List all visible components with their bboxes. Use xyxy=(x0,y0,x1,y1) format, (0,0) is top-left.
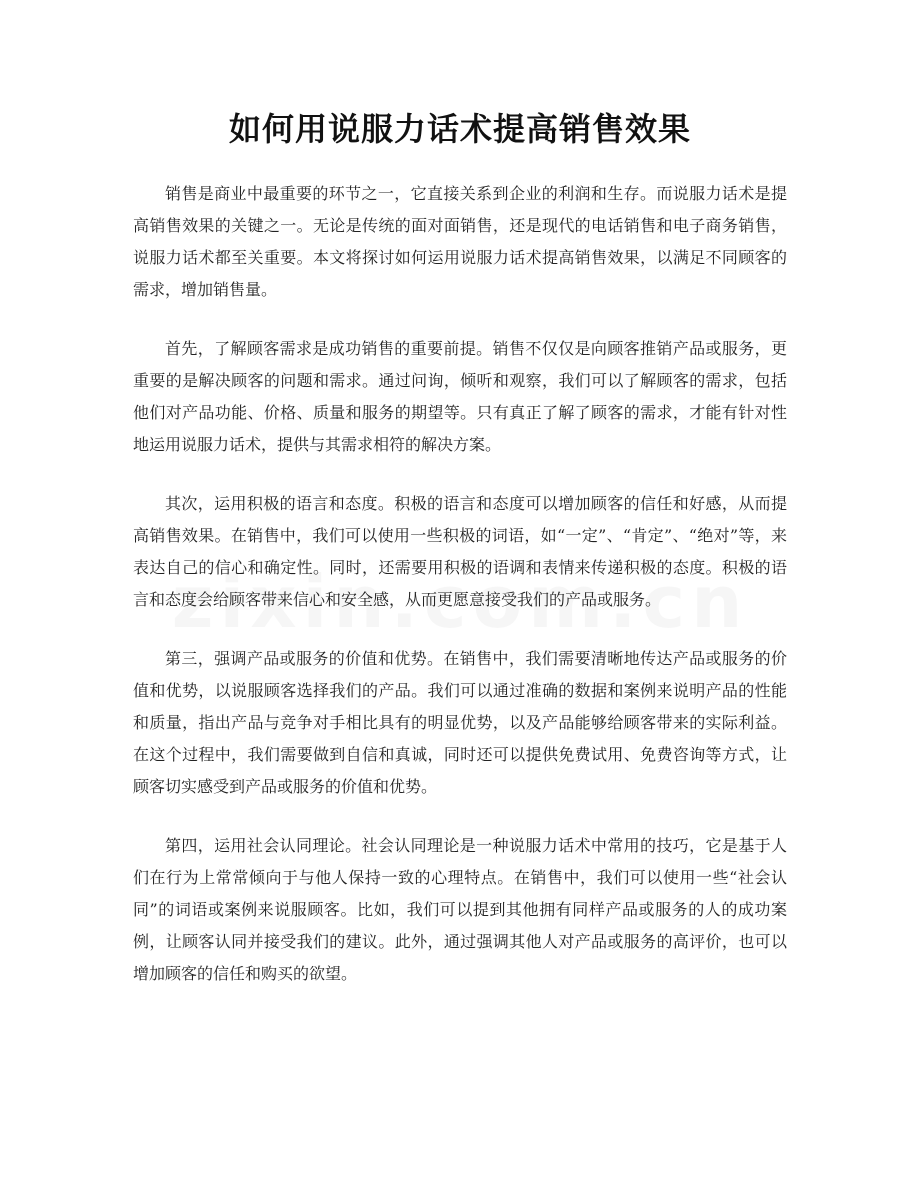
paragraph-intro: 销售是商业中最重要的环节之一，它直接关系到企业的利润和生存。而说服力话术是提高销售效果的关键之一。无论是传统的面对面销售，还是现代的电话销售和电子商务销售，说服力话术都至关重要。本文将探讨如何运用说服力话术提高销售效果，以满足不同顾客的需求，增加销售量。 xyxy=(133,184,787,299)
document-body xyxy=(133,178,787,1017)
paragraph-first: 首先，了解顾客需求是成功销售的重要前提。销售不仅仅是向顾客推销产品或服务，更重要的是解决顾客的问题和需求。通过问询，倾听和观察，我们可以了解顾客的需求，包括他们对产品功能、价格、质量和服务的期望等。只有真正了解了顾客的需求，才能有针对性地运用说服力话术，提供与其需求相符的解决方案。 xyxy=(133,339,787,454)
paragraph-second: 其次，运用积极的语言和态度。积极的语言和态度可以增加顾客的信任和好感，从而提高销售效果。在销售中，我们可以使用一些积极的词语，如“一定”、“肯定”、“绝对”等，来表达自己的信心和确定性。同时，还需要用积极的语调和表情来传递积极的态度。积极的语言和态度会给顾客带来信心和安全感，从而更愿意接受我们的产品或服务。 xyxy=(133,494,787,609)
paragraph-fourth: 第四，运用社会认同理论。社会认同理论是一种说服力话术中常用的技巧，它是基于人们在行为上常常倾向于与他人保持一致的心理特点。在销售中，我们可以使用一些“社会认同”的词语或案例来说服顾客。比如，我们可以提到其他拥有同样产品或服务的人的成功案例，让顾客认同并接受我们的建议。此外，通过强调其他人对产品或服务的高评价，也可以增加顾客的信任和购买的欲望。 xyxy=(133,836,787,983)
page-title: 如何用说服力话术提高销售效果 xyxy=(228,110,691,148)
paragraph-third: 第三，强调产品或服务的价值和优势。在销售中，我们需要清晰地传达产品或服务的价值和优势，以说服顾客选择我们的产品。我们可以通过准确的数据和案例来说明产品的性能和质量，指出产品与竞争对手相比具有的明显优势，以及产品能够给顾客带来的实际利益。在这个过程中，我们需要做到自信和真诚，同时还可以提供免费试用、免费咨询等方式，让顾客切实感受到产品或服务的价值和优势。 xyxy=(133,649,787,796)
